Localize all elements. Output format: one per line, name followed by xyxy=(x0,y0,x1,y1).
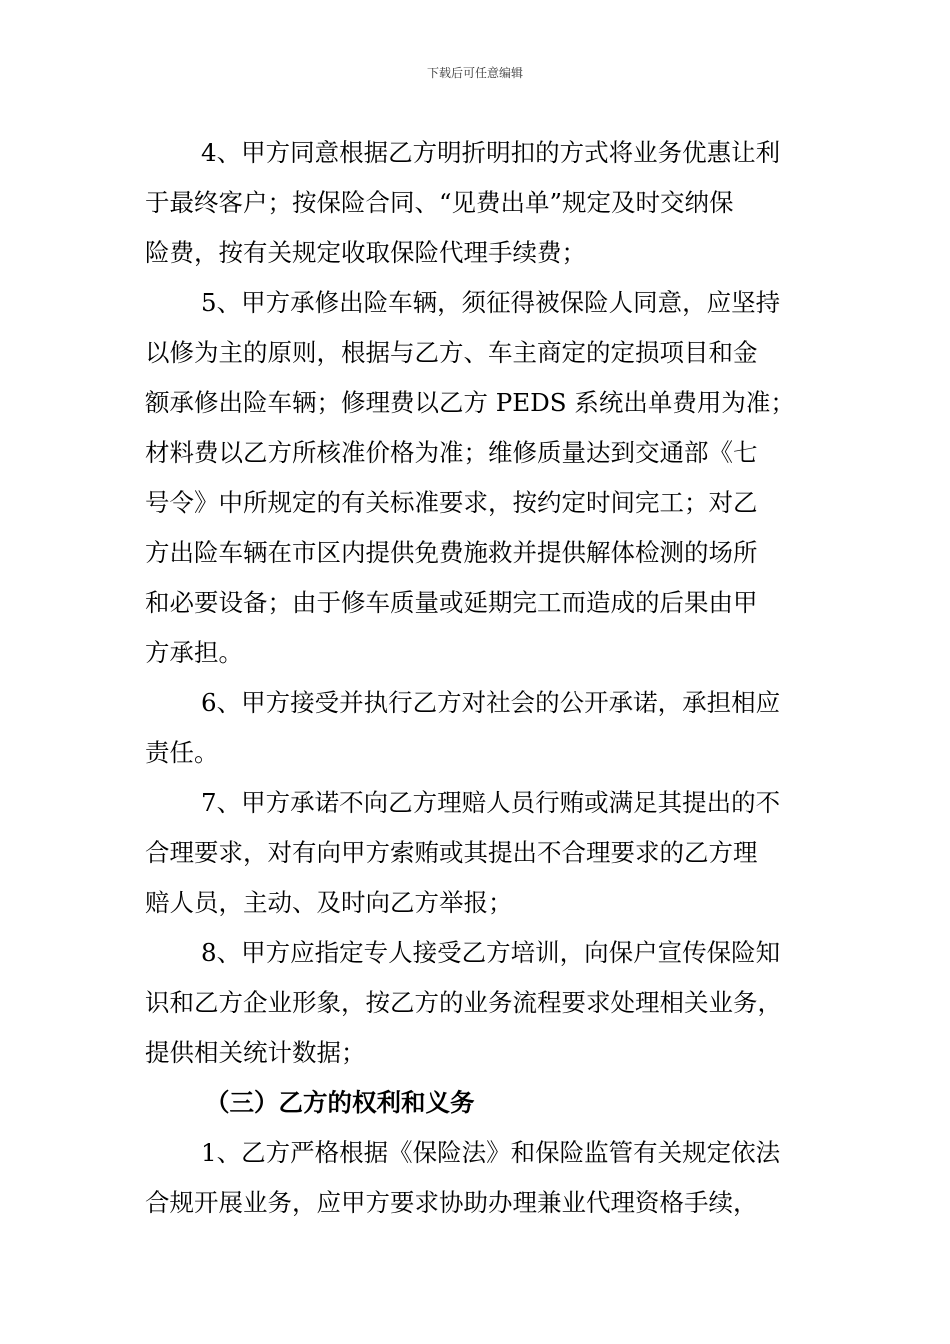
paragraph-5-line-1: 5、甲方承修出险车辆，须征得被保险人同意，应坚持 xyxy=(201,288,781,317)
page-header-note: 下载后可任意编辑 xyxy=(426,66,523,80)
paragraph-6-line-2: 责任。 xyxy=(145,738,219,767)
paragraph-6-line-1: 6、甲方接受并执行乙方对社会的公开承诺，承担相应 xyxy=(201,688,781,717)
paragraph-7-line-3: 赔人员，主动、及时向乙方举报； xyxy=(145,888,513,917)
section-heading: （三）乙方的权利和义务 xyxy=(205,1088,475,1117)
paragraph-4-line-2: 于最终客户；按保险合同、“见费出单”规定及时交纳保 xyxy=(145,188,734,217)
paragraph-5-line-3: 额承修出险车辆；修理费以乙方 PEDS 系统出单费用为准； xyxy=(145,388,795,417)
paragraph-7-line-2: 合理要求，对有向甲方索贿或其提出不合理要求的乙方理 xyxy=(145,838,758,867)
paragraph-8-line-2: 识和乙方企业形象，按乙方的业务流程要求处理相关业务， xyxy=(145,988,782,1017)
paragraph-5-line-6: 方出险车辆在市区内提供免费施救并提供解体检测的场所 xyxy=(145,538,758,567)
paragraph-4-line-1: 4、甲方同意根据乙方明折明扣的方式将业务优惠让利 xyxy=(201,138,781,167)
paragraph-5-line-5: 号令》中所规定的有关标准要求，按约定时间完工；对乙 xyxy=(145,488,758,517)
paragraph-8-line-3: 提供相关统计数据； xyxy=(145,1038,366,1067)
paragraph-5-line-2: 以修为主的原则，根据与乙方、车主商定的定损项目和金 xyxy=(145,338,758,367)
paragraph-7-line-1: 7、甲方承诺不向乙方理赔人员行贿或满足其提出的不 xyxy=(201,788,781,817)
document-body xyxy=(145,128,807,1228)
paragraph-4-line-3: 险费，按有关规定收取保险代理手续费； xyxy=(145,238,586,267)
paragraph-5-line-4: 材料费以乙方所核准价格为准；维修质量达到交通部《七 xyxy=(145,438,758,467)
paragraph-8-line-1: 8、甲方应指定专人接受乙方培训，向保户宣传保险知 xyxy=(201,938,781,967)
paragraph-5-line-8: 方承担。 xyxy=(145,638,243,667)
section-paragraph-1-line-1: 1、乙方严格根据《保险法》和保险监管有关规定依法 xyxy=(201,1138,781,1167)
section-paragraph-1-line-2: 合规开展业务，应甲方要求协助办理兼业代理资格手续， xyxy=(145,1188,758,1217)
paragraph-5-line-7: 和必要设备；由于修车质量或延期完工而造成的后果由甲 xyxy=(145,588,758,617)
